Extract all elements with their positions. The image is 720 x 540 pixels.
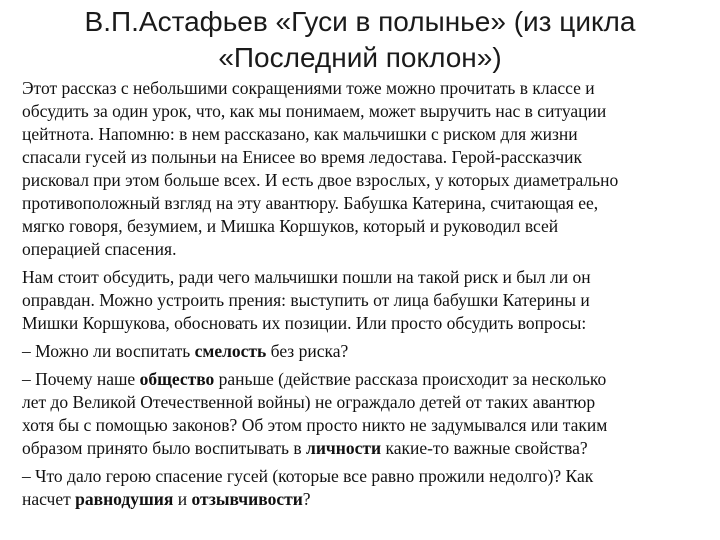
question-society	[22, 368, 712, 460]
text-fragment: и	[173, 489, 192, 509]
text-line: лет до Великой Отечественной войны) не ограждало детей от таких авантюр	[22, 392, 596, 412]
slide-body	[22, 77, 712, 511]
text-line: рисковал при этом больше всех. И есть двое взрослых, у которых диаметрально	[22, 170, 619, 190]
text-line: мягко говоря, безумием, и Мишка Коршуков, который и руководил всей	[22, 216, 559, 236]
text-line: обсудить за один урок, что, как мы понимаем, может выручить нас в ситуации	[22, 101, 607, 121]
text-fragment: ?	[302, 489, 311, 509]
text-fragment: – Можно ли воспитать	[22, 341, 195, 361]
text-line: Этот рассказ с небольшими сокращениями тоже можно прочитать в классе и	[22, 78, 595, 98]
text-line: цейтнота. Напомню: в нем рассказано, как мальчишки с риском для жизни	[22, 124, 578, 144]
text-fragment: какие-то важные свойства?	[381, 438, 588, 458]
text-line: хотя бы с помощью законов? Об этом просто никто не задумывался или таким	[22, 415, 608, 435]
text-line: спасали гусей из полыньи на Енисее во время ледостава. Герой-рассказчик	[22, 147, 583, 167]
text-fragment: – Почему наше	[22, 369, 140, 389]
emphasis-term: равнодушия	[75, 489, 174, 509]
question-courage	[22, 340, 712, 363]
emphasis-term: общество	[139, 369, 215, 389]
text-line: – Что дало герою спасение гусей (которые все равно прожили недолго)? Как	[22, 466, 594, 486]
text-line: Мишки Коршукова, обосновать их позиции. Или просто обсудить вопросы:	[22, 313, 587, 333]
title-line-2: «Последний поклон»)	[218, 42, 502, 73]
title-line-1: В.П.Астафьев «Гуси в полынье» (из цикла	[84, 6, 636, 37]
emphasis-term: отзывчивости	[191, 489, 303, 509]
text-fragment: насчет	[22, 489, 76, 509]
text-line: оправдан. Можно устроить прения: выступить от лица бабушки Катерины и	[22, 290, 590, 310]
emphasis-term: личности	[306, 438, 382, 458]
paragraph-discussion	[22, 266, 712, 335]
text-line: операцией спасения.	[22, 239, 177, 259]
text-line: противоположный взгляд на эту авантюру. Бабушка Катерина, считающая ее,	[22, 193, 599, 213]
text-fragment: образом принято было воспитывать в	[22, 438, 307, 458]
text-fragment: без риска?	[266, 341, 349, 361]
text-fragment: раньше (действие рассказа происходит за несколько	[214, 369, 607, 389]
slide-title	[0, 4, 720, 76]
question-hero	[22, 465, 712, 511]
paragraph-intro	[22, 77, 712, 261]
emphasis-term: смелость	[194, 341, 267, 361]
text-line: Нам стоит обсудить, ради чего мальчишки пошли на такой риск и был ли он	[22, 267, 591, 287]
